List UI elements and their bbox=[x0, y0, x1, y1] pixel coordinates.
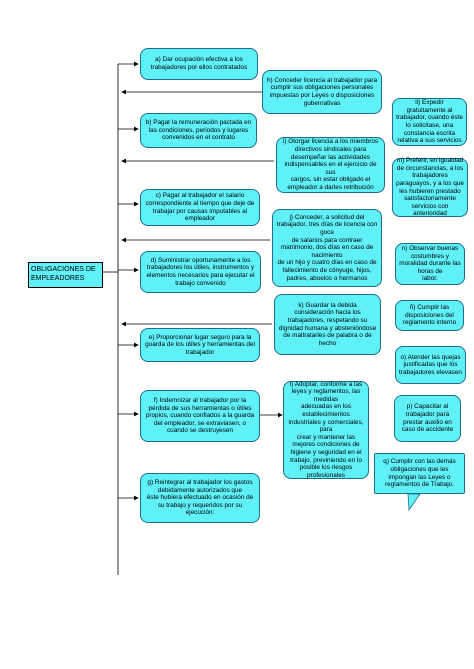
item-l: l) Adoptar, conforme a las leyes y reglamentos, las medidas adecuadas en los establecimientos industriales y comerciales, para crear y mantener las mejores condiciones de higiene y seguridad en el trabajo, previniendo en lo posible los riesgos profesionales bbox=[283, 381, 369, 479]
callout-q: q) Cumplir con las demás obligaciones que les impongan las Leyes o reglamentos de Trabajo. bbox=[374, 453, 465, 494]
item-o: o) Atender las quejas justificadas que los trabajadores elevasen bbox=[395, 346, 466, 384]
item-h: h) Conceder licencia al trabajador para cumplir sus obligaciones personales impuestas por Leyes o disposiciones gubernativas bbox=[262, 70, 382, 114]
item-ll: ll) Expedir gratuitamente al trabajador, cuando éste lo solicitase, una constancia escrita relativa a sus servicios bbox=[392, 98, 467, 146]
item-k: k) Guardar la debida consideración hacia los trabajadores, respetando su dignidad humana y abstenióndose de maltratarles de palabra o de hecho bbox=[274, 294, 381, 355]
item-j: j) Conceder, a solicitud del trabajador, tres días de licencia con goce de salarios para contraer matrimonio, dos días en caso de nacimiento de un hijo y cuatro días en caso de fallecimiento de cónyuge, hijos, padres, abuelos o hermanos bbox=[272, 209, 382, 287]
item-n: n) Observar buenas costumbres y moralidad durante las horas de labor. bbox=[395, 243, 465, 285]
item-ñ: ñ) Cumplir las disposiciones del reglamento interno bbox=[395, 300, 464, 331]
item-g: g) Reintegrar al trabajador los gastos debidamente autorizados que éste hubiera efectuado en ocasión de su trabajo y requeridos por su ejecución: bbox=[140, 473, 260, 523]
item-i: i) Otorgar licencia a los miembros directivos sindicales para desempeñar las actividades indispensables en el ejercicio de sus cargos, sin estar obligado el empleador a darles retribución bbox=[276, 137, 385, 193]
item-d: d) Suministrar oportunamente a los trabajadores los útiles, instrumentos y elementos necesarios para ejecutar el trabajo convenido bbox=[140, 251, 261, 293]
root-node: OBLIGACIONES DE EMPLEADORES bbox=[28, 262, 103, 288]
item-b: b) Pagar la remuneración pactada en las condiciones, periodos y lugares convenidos en el contrato bbox=[140, 113, 257, 148]
item-e: e) Proporcionar lugar seguro para la guarda de los útiles y herramientas del trabajador bbox=[140, 328, 260, 362]
item-a: a) Dar ocupación efectiva a los trabajadores por ellos contratados bbox=[140, 48, 258, 80]
callout-tail bbox=[408, 494, 420, 510]
item-f: f) Indemnizar al trabajador por la pérdida de sus herramientas o útiles propios, cuando confiados a la guarda del empleador, se extraviasen, o cuando se destruyesen bbox=[140, 390, 260, 442]
item-p: p) Capacitar al trabajador para prestar auxilio en caso de accidente bbox=[394, 395, 461, 442]
item-c: c) Pagar al trabajador el salario correspondiente al tiempo que deje de trabajar por causas imputables al empleador bbox=[140, 189, 260, 226]
item-m: m) Preferir, en igualdad de circunstancias, a los trabajadores paraguayos, y a los que les hubieren prestado satisfactoriamente servicios con anterioridad bbox=[392, 158, 468, 217]
